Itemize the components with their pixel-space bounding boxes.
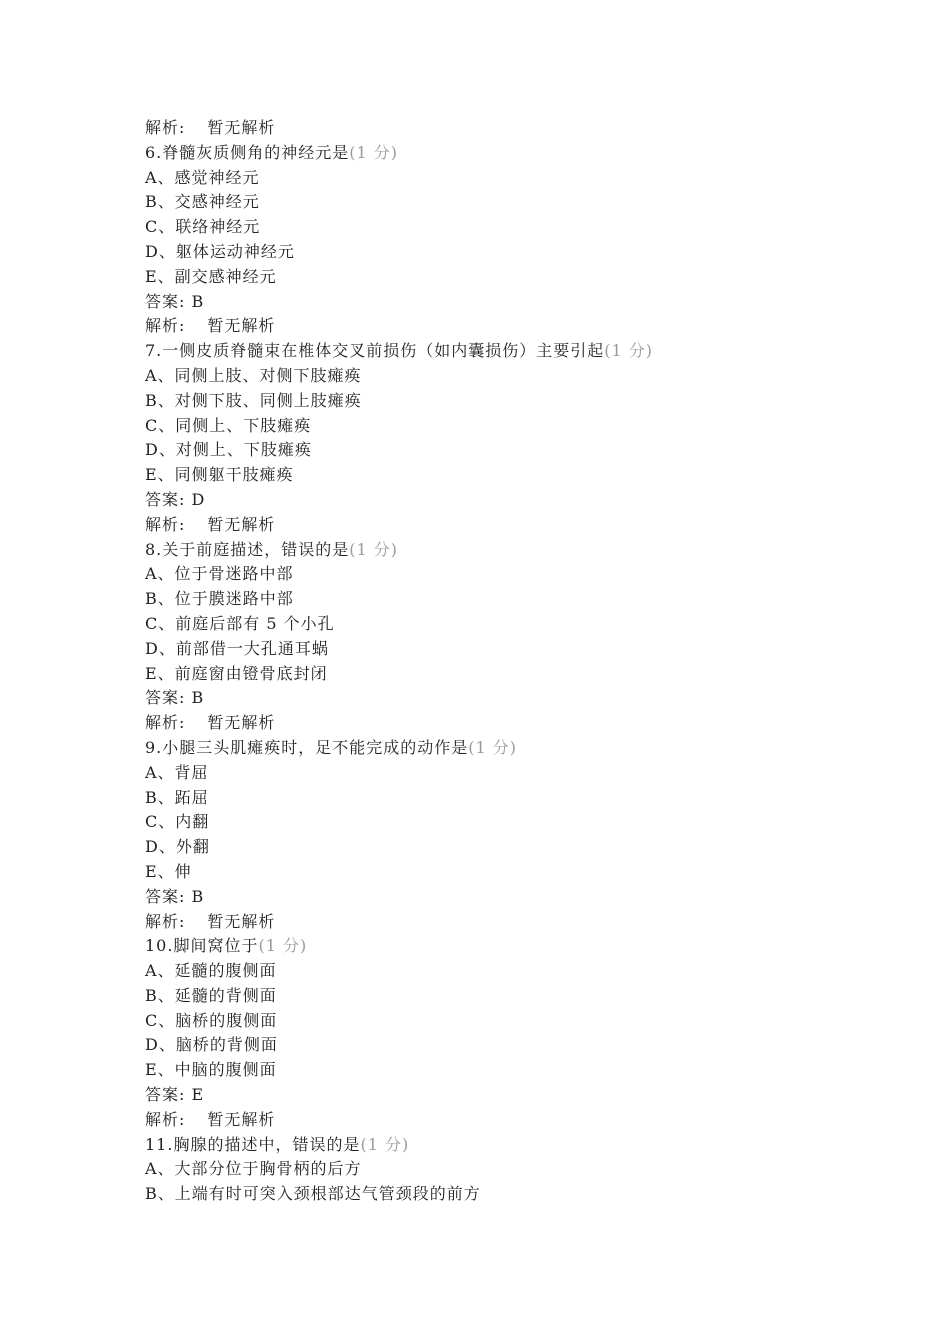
explanation-line <box>145 116 905 141</box>
question-text: 7.一侧皮质脊髓束在椎体交叉前损伤（如内囊损伤）主要引起 <box>145 341 605 361</box>
question-stem <box>145 538 905 563</box>
question-stem <box>145 1133 905 1158</box>
explanation-text: 暂无解析 <box>207 713 276 733</box>
option-e: E、副交感神经元 <box>145 266 277 286</box>
question-score: (1 分) <box>360 1134 410 1154</box>
explanation-label: 解析: <box>145 514 186 534</box>
question-stem <box>145 339 905 364</box>
explanation-text: 暂无解析 <box>207 911 276 931</box>
explanation-text: 暂无解析 <box>207 118 276 137</box>
option-a: A、同侧上肢、对侧下肢瘫痪 <box>145 365 362 385</box>
option-c: C、脑桥的腹侧面 <box>145 1010 278 1030</box>
explanation-line <box>145 1108 905 1133</box>
question-text: 6.脊髓灰质侧角的神经元是 <box>145 142 350 162</box>
exam-document <box>145 116 905 1207</box>
question-score: (1 分) <box>604 341 654 361</box>
option-e: E、同侧躯干肢瘫痪 <box>145 465 294 485</box>
answer-line: 答案: B <box>145 688 205 708</box>
explanation-label: 解析: <box>145 911 186 931</box>
option-b: B、位于膜迷路中部 <box>145 589 294 609</box>
explanation-label: 解析: <box>145 118 186 137</box>
option-e: E、伸 <box>145 861 192 881</box>
explanation-text: 暂无解析 <box>207 514 276 534</box>
question-text: 11.胸腺的描述中，错误的是 <box>145 1134 361 1154</box>
option-a: A、位于骨迷路中部 <box>145 564 294 584</box>
question-score: (1 分) <box>258 936 308 956</box>
option-e: E、中脑的腹侧面 <box>145 1060 277 1080</box>
option-a: A、感觉神经元 <box>145 167 260 187</box>
question-score: (1 分) <box>349 142 399 162</box>
explanation-line <box>145 910 905 935</box>
question-score: (1 分) <box>349 539 399 559</box>
option-a: A、背屈 <box>145 762 209 782</box>
question-stem <box>145 736 905 761</box>
option-b: B、延髓的背侧面 <box>145 985 277 1005</box>
option-d: D、躯体运动神经元 <box>145 241 295 261</box>
option-b: B、上端有时可突入颈根部达气管颈段的前方 <box>145 1184 481 1204</box>
question-11 <box>145 1133 905 1207</box>
question-stem <box>145 141 905 166</box>
question-text: 8.关于前庭描述，错误的是 <box>145 539 350 559</box>
option-b: B、交感神经元 <box>145 192 260 212</box>
option-d: D、脑桥的背侧面 <box>145 1035 278 1055</box>
answer-line: 答案: E <box>145 1085 205 1105</box>
explanation-line <box>145 314 905 339</box>
question-7 <box>145 339 905 537</box>
question-score: (1 分) <box>468 737 518 757</box>
question-text: 9.小腿三头肌瘫痪时，足不能完成的动作是 <box>145 737 469 757</box>
answer-line: 答案: B <box>145 886 205 906</box>
option-c: C、同侧上、下肢瘫痪 <box>145 415 312 435</box>
question-6 <box>145 141 905 339</box>
explanation-line <box>145 711 905 736</box>
option-d: D、对侧上、下肢瘫痪 <box>145 440 312 460</box>
question-text: 10.脚间窝位于 <box>145 936 259 956</box>
question-10 <box>145 934 905 1132</box>
question-stem <box>145 934 905 959</box>
question-8 <box>145 538 905 736</box>
option-c: C、内翻 <box>145 812 210 832</box>
option-a: A、大部分位于胸骨柄的后方 <box>145 1159 362 1179</box>
explanation-label: 解析: <box>145 316 186 336</box>
question-9 <box>145 736 905 934</box>
option-c: C、前庭后部有 5 个小孔 <box>145 613 335 633</box>
option-a: A、延髓的腹侧面 <box>145 961 277 981</box>
explanation-line <box>145 513 905 538</box>
option-e: E、前庭窗由镫骨底封闭 <box>145 663 328 683</box>
explanation-text: 暂无解析 <box>207 1109 276 1129</box>
explanation-label: 解析: <box>145 1109 186 1129</box>
answer-line: 答案: D <box>145 489 206 509</box>
option-c: C、联络神经元 <box>145 217 261 237</box>
option-d: D、前部借一大孔通耳蜗 <box>145 638 329 658</box>
option-d: D、外翻 <box>145 837 210 857</box>
explanation-text: 暂无解析 <box>207 316 276 336</box>
option-b: B、对侧下肢、同侧上肢瘫痪 <box>145 390 362 410</box>
option-b: B、跖屈 <box>145 787 209 807</box>
explanation-label: 解析: <box>145 713 186 733</box>
answer-line: 答案: B <box>145 291 205 311</box>
